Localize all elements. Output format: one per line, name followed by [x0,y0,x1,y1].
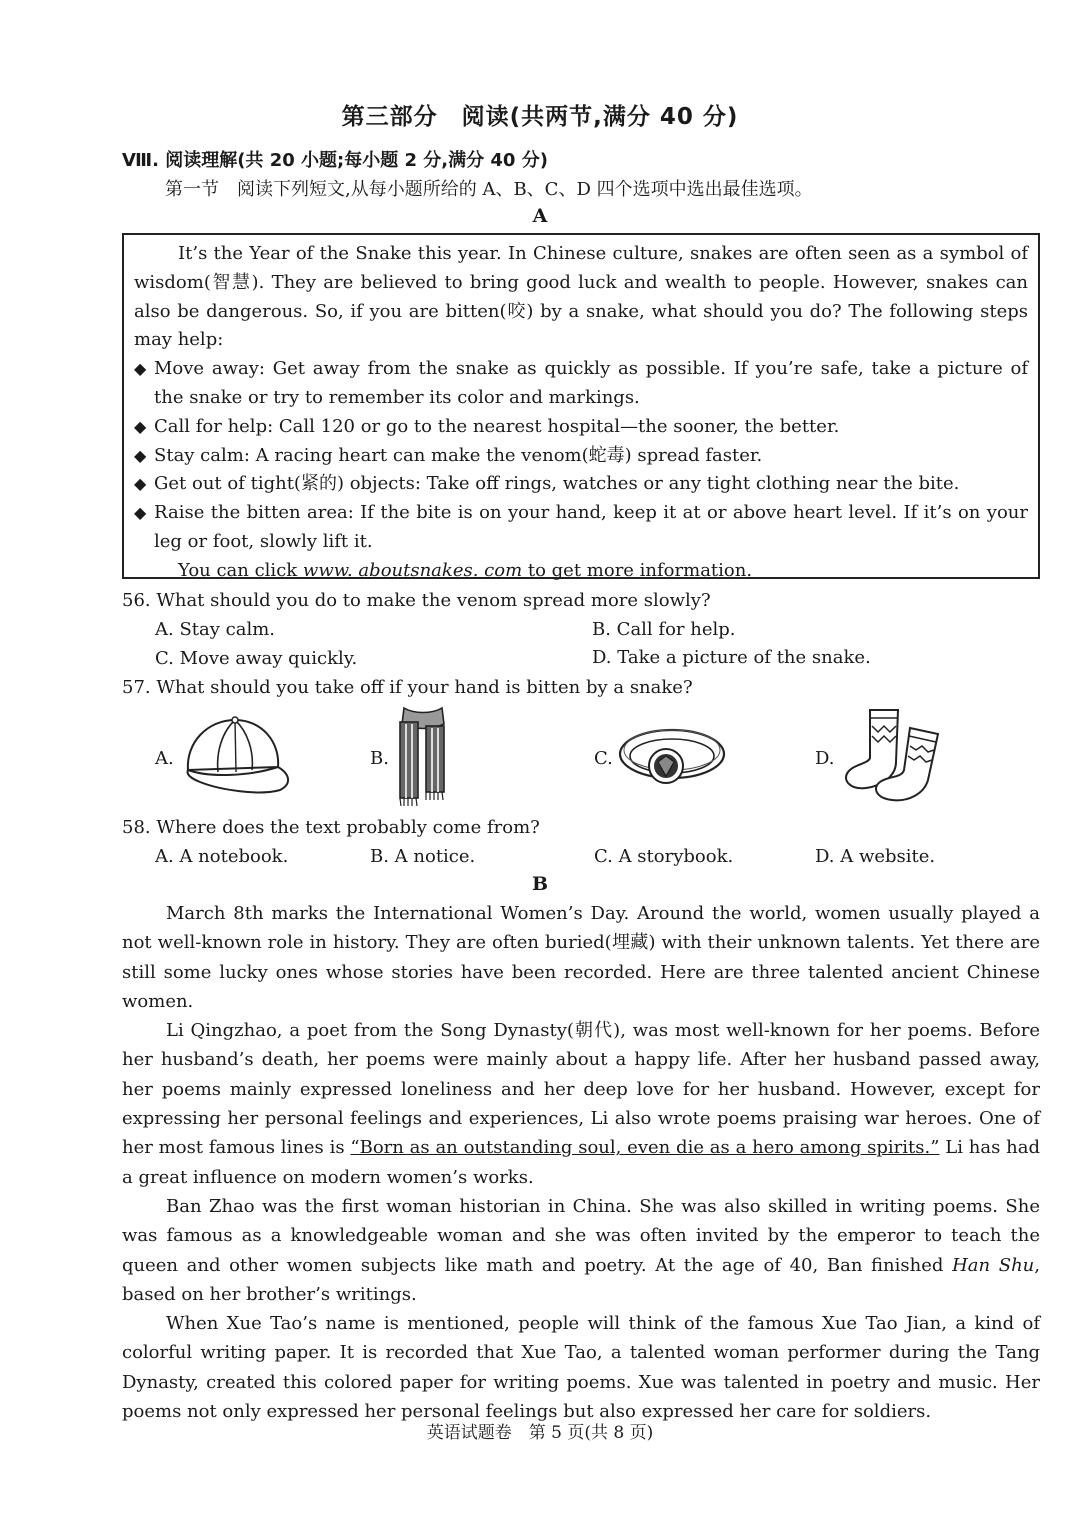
paragraph-text: Li has had a great influence on modern women’s works. [122,1137,1040,1188]
paragraph-text: , based on her brother’s writings. [122,1254,1040,1305]
question-58-stem: 58. Where does the text probably come from? [122,817,540,838]
question-57-stem: 57. What should you take off if your hand is bitten by a snake? [122,677,693,698]
instructions: 第一节 阅读下列短文,从每小题所给的 A、B、C、D 四个选项中选出最佳选项。 [165,179,813,200]
step-text: Get out of tight(紧的) objects: Take off rings, watches or any tight clothing near the bite. [154,473,960,495]
book-title: Han Shu [952,1254,1035,1276]
bullet-icon: ◆ [134,359,147,379]
step-call-for-help [134,413,1028,442]
q57-option-b[interactable]: B. [370,748,389,769]
q57-option-d[interactable]: D. [815,748,835,769]
closing-text: You can click [178,559,303,581]
question-56-stem: 56. What should you do to make the venom spread more slowly? [122,590,711,611]
passage-a-label: A [532,205,548,227]
step-stay-calm [134,442,1028,471]
q56-option-d[interactable]: D. Take a picture of the snake. [592,647,871,668]
passage-a-intro: It’s the Year of the Snake this year. In Chinese culture, snakes are often seen as a symbol of wisdom(智慧). They are believed to bring good luck and wealth to people. However, snakes can also be dangerous. So, if you are bitten(咬) by a snake, what should you do? The following steps may help: [134,243,1028,351]
passage-b-paragraph-3 [122,1192,1040,1309]
scarf-icon [392,704,454,808]
step-text: Stay calm: A racing heart can make the venom(蛇毒) spread faster. [154,444,763,466]
step-text: Raise the bitten area: If the bite is on your hand, keep it at or above heart level. If it’s on your leg or foot, slowly lift it. [154,502,1028,552]
step-move-away [134,355,1028,413]
bullet-icon: ◆ [134,416,147,436]
step-text: Move away: Get away from the snake as quickly as possible. If you’re safe, take a picture of the snake or try to remember its color and markings. [154,358,1028,408]
q57-option-c[interactable]: C. [594,748,613,769]
step-raise-area [134,499,1028,557]
bullet-icon: ◆ [134,474,147,494]
website-link[interactable]: www. aboutsnakes. com [302,559,523,581]
q57-option-a[interactable]: A. [155,748,174,769]
paragraph-text: Ban Zhao was the first woman historian in China. She was also skilled in writing poems. She was famous as a knowledgeable woman and she was often invited by the emperor to teach the queen and other women subjects like math and poetry. At the age of 40, Ban finished [122,1195,1040,1276]
cap-icon [180,712,295,797]
passage-b [122,899,1040,1426]
closing-text: to get more information. [522,559,753,581]
step-tight-objects [134,470,1028,499]
q56-option-b[interactable]: B. Call for help. [592,619,736,640]
q56-option-a[interactable]: A. Stay calm. [155,619,275,640]
q58-option-d[interactable]: D. A website. [815,846,936,867]
bullet-icon: ◆ [134,445,147,465]
q56-option-c[interactable]: C. Move away quickly. [155,648,358,669]
part-heading: Ⅷ. 阅读理解(共 20 小题;每小题 2 分,满分 40 分) [122,150,548,171]
q58-option-c[interactable]: C. A storybook. [594,846,734,867]
socks-icon [838,704,946,806]
passage-a-box [122,233,1040,579]
q58-option-b[interactable]: B. A notice. [370,846,476,867]
underlined-quote: “Born as an outstanding soul, even die as a hero among spirits.” [350,1137,940,1159]
bullet-icon: ◆ [134,503,147,523]
section-title: 第三部分 阅读(共两节,满分 40 分) [341,104,739,130]
passage-b-paragraph-1: March 8th marks the International Women’s Day. Around the world, women usually played a not well-known role in history. They are often buried(埋藏) with their unknown talents. Yet there are still some lucky ones whose stories have been recorded. Here are three talented ancient Chinese women. [122,903,1040,1012]
ring-icon [616,718,728,790]
passage-b-label: B [531,873,549,895]
passage-b-paragraph-2 [122,1016,1040,1192]
step-text: Call for help: Call 120 or go to the nearest hospital—the sooner, the better. [154,415,840,437]
passage-b-paragraph-4: When Xue Tao’s name is mentioned, people will think of the famous Xue Tao Jian, a kind of colorful writing paper. It is recorded that Xue Tao, a talented woman performer during the Tang Dynasty, created this colored paper for writing poems. Xue was talented in poetry and music. Her poems not only expressed her personal feelings but also expressed her care for soldiers. [122,1313,1040,1423]
paragraph-text: Li Qingzhao, a poet from the Song Dynasty(朝代), was most well-known for her poems. Before her husband’s death, her poems were mainly about a happy life. After her husband passed away, her poems mainly expressed loneliness and her deep love for her husband. However, except for expressing her personal feelings and experiences, Li also wrote poems praising war heroes. One of her most famous lines is [122,1020,1040,1159]
q58-option-a[interactable]: A. A notebook. [155,846,289,867]
page-footer: 英语试题卷 第 5 页(共 8 页) [426,1423,654,1443]
passage-a-closing [134,557,1028,586]
